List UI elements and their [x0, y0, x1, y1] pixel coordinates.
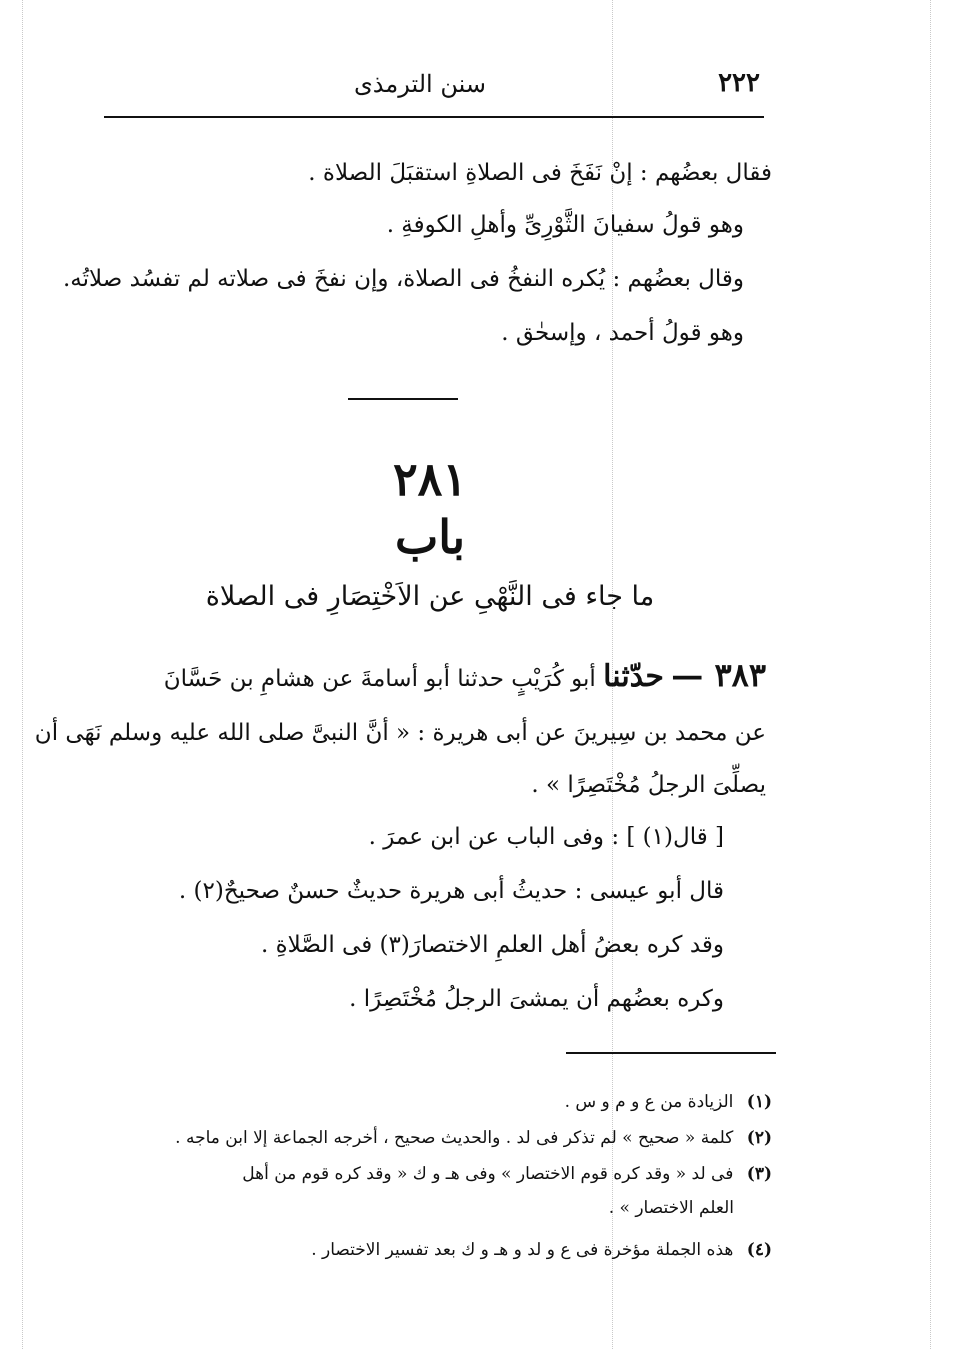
hadith-line-3: يصلِّىَ الرجلُ مُخْتَصِرًا » .: [531, 772, 766, 798]
footnote-3-continuation: [609, 1196, 734, 1220]
footnote-3: [242, 1162, 772, 1186]
page-number: ٢٢٢: [718, 68, 760, 98]
footnote-2: [175, 1126, 772, 1150]
hadith-line-1-text: أبو كُرَيْبٍ حدثنا أبو أسامةَ عن هشامِ بن حَسَّانَ: [163, 666, 596, 692]
footnote-marker: (١): [746, 1092, 772, 1112]
footnote-text: هذه الجملة مؤخرة فى ع و لد و هـ و ك بعد تفسير الاختصار .: [311, 1240, 734, 1260]
hadith-line-1: [163, 656, 766, 694]
footnote-text: الزيادة من ع و م و س .: [564, 1092, 734, 1112]
chapter-number: ٢٨١: [392, 452, 468, 506]
intro-line-4: وهو قولُ أحمد ، وإسحٰق .: [501, 320, 744, 346]
hadith-line-2: عن محمد بن سِيرينَ عن أبى هريرة : « أنَّ النبىَّ صلى الله عليه وسلم نَهَى أن: [34, 720, 766, 746]
section-divider: [348, 398, 458, 400]
hadith-line-6: وقد كره بعضُ أهل العلمِ الاختصارَ(٣) فى الصَّلاةِ .: [260, 932, 724, 958]
footnote-marker: (٢): [746, 1128, 772, 1148]
footnote-4: [311, 1238, 772, 1262]
hadith-number: ٣٨٣ —: [671, 656, 766, 694]
intro-line-3: وقال بعضُهم : يُكره النفخُ فى الصلاة، وإن نفخَ فى صلاته لم تفسُد صلاتُه.: [63, 266, 744, 292]
chapter-title: ما جاء فى النَّهْىِ عن الاَخْتِصَارِ فى الصلاة: [205, 581, 655, 612]
intro-line-2: وهو قولُ سفيانَ الثَّوْرِىِّ وأهلِ الكوفةِ .: [386, 212, 744, 238]
chapter-heading: باب: [394, 510, 466, 564]
page-header: [104, 66, 764, 118]
footnote-marker: (٣): [746, 1164, 772, 1184]
footnote-separator: [566, 1052, 776, 1054]
scan-guide-line-left: [22, 0, 23, 1349]
footnote-marker: (٤): [746, 1240, 772, 1260]
footnote-text: كلمة « صحيح » لم تذكر فى لد . والحديث صحيح ، أخرجه الجماعة إلا ابن ماجه .: [175, 1128, 734, 1148]
footnote-1: [565, 1090, 772, 1114]
scan-guide-line-right: [930, 0, 931, 1349]
intro-line-1: فقال بعضُهم : إنْ نَفَخَ فى الصلاةِ استقبَلَ الصلاة .: [308, 160, 772, 186]
hadith-line-7: وكره بعضُهم أن يمشىَ الرجلُ مُخْتَصِرًا .: [349, 986, 724, 1012]
footnote-text: العلم الاختصار » .: [608, 1198, 734, 1218]
running-title: سنن الترمذى: [354, 70, 486, 98]
hadith-line-4: [ قال(١) ] : وفى الباب عن ابن عمرَ .: [368, 824, 724, 850]
footnote-text: فى لد « وقد كره قوم الاختصار » وفى هـ و ك « وقد كره قوم من أهل: [242, 1164, 734, 1184]
hadith-line-5: قال أبو عيسى : حديثُ أبى هريرة حديثٌ حسنٌ صحيحٌ(٢) .: [178, 878, 724, 904]
hadith-opening-word: حدّثنا: [603, 659, 664, 694]
